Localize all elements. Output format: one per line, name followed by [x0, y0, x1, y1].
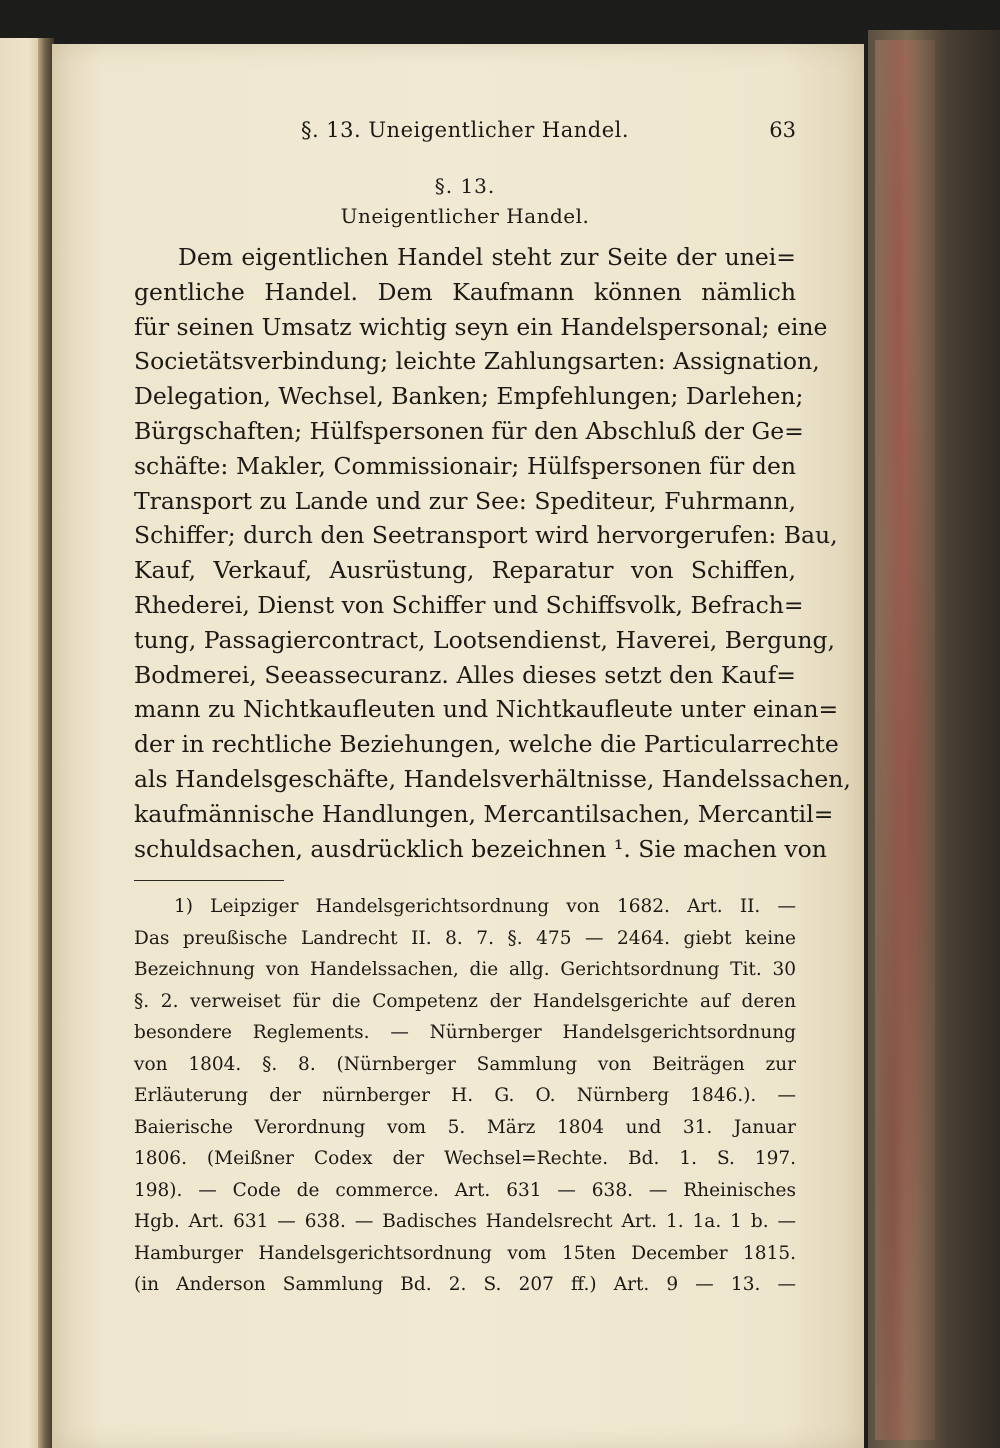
body-line: Transport zu Lande und zur See: Spediteur, Fuhrmann,: [134, 486, 796, 515]
marbled-cover: [875, 40, 935, 1440]
running-header: [134, 114, 796, 154]
body-line: schäfte: Makler, Commissionair; Hülfspersonen für den: [134, 451, 796, 480]
body-line: Societätsverbindung; leichte Zahlungsarten: Assignation,: [134, 347, 820, 376]
body-line: Bürgschaften; Hülfspersonen für den Abschluß der Ge=: [134, 416, 804, 445]
left-page-edge: [0, 38, 40, 1448]
footnote-line: Das preußische Landrecht II. 8. 7. §. 475 — 2464. giebt keine: [134, 927, 796, 949]
footnote-divider: [134, 880, 284, 881]
footnote-line: Baierische Verordnung vom 5. März 1804 und 31. Januar: [134, 1116, 796, 1138]
footnote-line: besondere Reglements. — Nürnberger Handelsgerichtsordnung: [134, 1022, 796, 1044]
footnote-line: (in Anderson Sammlung Bd. 2. S. 207 ff.) Art. 9 — 13. —: [134, 1274, 796, 1296]
body-line: der in rechtliche Beziehungen, welche die Particularrechte: [134, 730, 839, 759]
footnote-line: Bezeichnung von Handelssachen, die allg. Gerichtsordnung Tit. 30: [134, 959, 796, 981]
page-content: [134, 114, 851, 1301]
body-line: mann zu Nichtkaufleuten und Nichtkaufleute unter einan=: [134, 695, 839, 724]
body-line: schuldsachen, ausdrücklich bezeichnen ¹. Sie machen von: [134, 834, 827, 863]
body-line: Dem eigentlichen Handel steht zur Seite der unei=: [178, 243, 796, 271]
footnote-line: 198). — Code de commerce. Art. 631 — 638. — Rheinisches: [134, 1179, 796, 1201]
body-line: Kauf, Verkauf, Ausrüstung, Reparatur von Schiffen,: [134, 556, 796, 585]
section-number: §. 13.: [434, 174, 496, 198]
body-line: tung, Passagiercontract, Lootsendienst, Haverei, Bergung,: [134, 625, 835, 654]
running-header-title: §. 13. Uneigentlicher Handel.: [300, 118, 630, 142]
body-line: Delegation, Wechsel, Banken; Empfehlungen; Darlehen;: [134, 382, 804, 411]
section-title: Uneigentlicher Handel.: [340, 204, 590, 228]
footnote-line: §. 2. verweiset für die Competenz der Handelsgerichte auf deren: [134, 990, 796, 1012]
body-text: [134, 240, 851, 866]
footnote-line: 1) Leipziger Handelsgerichtsordnung von 1682. Art. II. —: [174, 896, 796, 918]
footnote-line: Erläuterung der nürnberger H. G. O. Nürnberg 1846.). —: [134, 1085, 796, 1107]
footnote-line: 1806. (Meißner Codex der Wechsel=Rechte. Bd. 1. S. 197.: [134, 1148, 796, 1170]
body-line: als Handelsgeschäfte, Handelsverhältnisse, Handelssachen,: [134, 764, 851, 793]
footnote-line: Hgb. Art. 631 — 638. — Badisches Handelsrecht Art. 1. 1a. 1 b. —: [134, 1211, 796, 1233]
body-line: für seinen Umsatz wichtig seyn ein Handelspersonal; eine: [134, 312, 828, 341]
page-number: 63: [769, 118, 796, 142]
footnotes: [134, 891, 796, 1301]
body-line: Schiffer; durch den Seetransport wird hervorgerufen: Bau,: [134, 521, 838, 550]
footnote-line: Hamburger Handelsgerichtsordnung vom 15ten December 1815.: [134, 1242, 796, 1264]
body-line: Rhederei, Dienst von Schiffer und Schiffsvolk, Befrach=: [134, 590, 804, 619]
footnote-line: von 1804. §. 8. (Nürnberger Sammlung von Beiträgen zur: [134, 1053, 796, 1075]
body-line: gentliche Handel. Dem Kaufmann können nämlich: [134, 277, 796, 306]
body-line: kaufmännische Handlungen, Mercantilsachen, Mercantil=: [134, 799, 834, 828]
body-line: Bodmerei, Seeassecuranz. Alles dieses setzt den Kauf=: [134, 660, 796, 689]
book-page: [52, 44, 864, 1448]
